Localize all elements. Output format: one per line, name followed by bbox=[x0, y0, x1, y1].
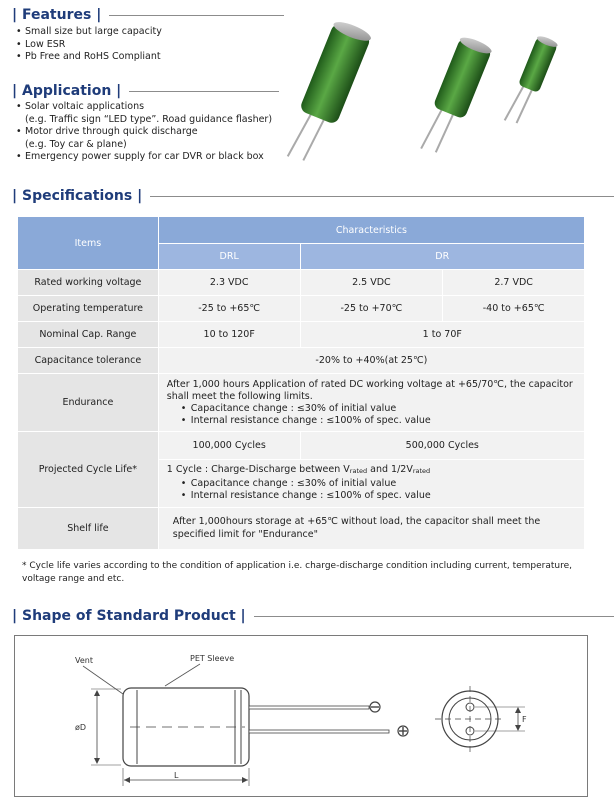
table-cell: 2.5 VDC bbox=[300, 270, 443, 296]
list-item: • Capacitance change : ≤30% of initial value bbox=[180, 477, 397, 489]
row-label: Operating temperature bbox=[18, 296, 159, 322]
row-label: Rated working voltage bbox=[18, 270, 159, 296]
table-cell: After 1,000hours storage at +65℃ without load, the capacitor shall meet the specified limit for "Endurance" bbox=[158, 508, 584, 550]
specifications-heading bbox=[12, 188, 614, 204]
row-label: Nominal Cap. Range bbox=[18, 322, 159, 348]
table-cell: 100,000 Cycles bbox=[158, 432, 300, 460]
list-item: • Small size but large capacity bbox=[16, 26, 162, 37]
features-divider bbox=[109, 15, 284, 16]
table-cell: After 1,000 hours Application of rated DC working voltage at +65/70℃, the capacitor shall meet the following limits. • Capacitance change : ≤30% of initial value • Internal resistance change : ≤100% of spec. value bbox=[158, 374, 584, 432]
header-characteristics: Characteristics bbox=[158, 217, 584, 244]
table-row bbox=[18, 348, 585, 374]
header-dr: DR bbox=[300, 244, 584, 270]
list-item: • Emergency power supply for car DVR or black box bbox=[16, 151, 264, 162]
table-cell: -20% to +40%(at 25℃) bbox=[158, 348, 584, 374]
list-item: • Internal resistance change : ≤100% of spec. value bbox=[180, 414, 431, 426]
dimension-drawing bbox=[15, 636, 589, 798]
list-item: (e.g. Traffic sign “LED type”. Road guidance flasher) bbox=[25, 113, 273, 125]
table-cell: -25 to +70℃ bbox=[300, 296, 443, 322]
vent-label: Vent bbox=[75, 656, 93, 665]
row-label: Shelf life bbox=[18, 508, 159, 550]
application-list bbox=[14, 101, 272, 164]
features-title: | Features | bbox=[12, 7, 102, 23]
table-cell: -25 to +65℃ bbox=[158, 296, 300, 322]
shape-divider bbox=[254, 616, 614, 617]
shape-title: | Shape of Standard Product | bbox=[12, 608, 246, 624]
specifications-divider bbox=[150, 196, 614, 197]
table-row bbox=[18, 432, 585, 460]
list-item: • Pb Free and RoHS Compliant bbox=[16, 51, 161, 62]
list-item: • Internal resistance change : ≤100% of spec. value bbox=[180, 490, 431, 502]
pitch-label: F bbox=[522, 715, 527, 724]
application-title: | Application | bbox=[12, 83, 122, 99]
table-cell: -40 to +65℃ bbox=[443, 296, 585, 322]
table-row bbox=[18, 270, 585, 296]
row-label: Endurance bbox=[18, 374, 159, 432]
table-cell: 2.7 VDC bbox=[443, 270, 585, 296]
sleeve-label: PET Sleeve bbox=[190, 654, 235, 663]
capacitor-photo bbox=[280, 20, 580, 175]
list-item: (e.g. Toy car & plane) bbox=[25, 138, 127, 150]
table-cell: 2.3 VDC bbox=[158, 270, 300, 296]
application-divider bbox=[129, 91, 279, 92]
table-row bbox=[18, 374, 585, 432]
table-cell: 500,000 Cycles bbox=[300, 432, 584, 460]
row-label: Projected Cycle Life* bbox=[18, 432, 159, 508]
list-item: • Low ESR bbox=[16, 38, 66, 50]
specifications-title: | Specifications | bbox=[12, 188, 143, 204]
table-cell: 1 to 70F bbox=[300, 322, 584, 348]
features-heading bbox=[12, 7, 284, 23]
length-label: L bbox=[174, 771, 179, 780]
table-cell: 10 to 120F bbox=[158, 322, 300, 348]
shape-heading bbox=[12, 608, 614, 624]
footnote: * Cycle life varies according to the condition of application i.e. charge-discharge condition including current, temperature, voltage range and etc. bbox=[22, 561, 572, 584]
diameter-label: øD bbox=[75, 723, 87, 732]
table-row bbox=[18, 322, 585, 348]
table-cell: 1 Cycle : Charge-Discharge between $V_{rated}$ and $1/2V_{rated}$ • Capacitance change : ≤30% of initial value • Internal resistance change : ≤100% of spec. value bbox=[158, 460, 584, 508]
row-label: Capacitance tolerance bbox=[18, 348, 159, 374]
header-drl: DRL bbox=[158, 244, 300, 270]
list-item: • Solar voltaic applications bbox=[16, 101, 145, 112]
table-row bbox=[18, 296, 585, 322]
specifications-table bbox=[17, 216, 585, 550]
list-item: • Motor drive through quick discharge bbox=[16, 126, 198, 137]
list-item: • Capacitance change : ≤30% of initial value bbox=[180, 402, 397, 414]
table-row bbox=[18, 217, 585, 244]
header-items: Items bbox=[18, 217, 159, 270]
features-list bbox=[14, 26, 162, 64]
table-row bbox=[18, 508, 585, 550]
application-heading bbox=[12, 83, 279, 99]
product-diagram bbox=[14, 635, 588, 797]
